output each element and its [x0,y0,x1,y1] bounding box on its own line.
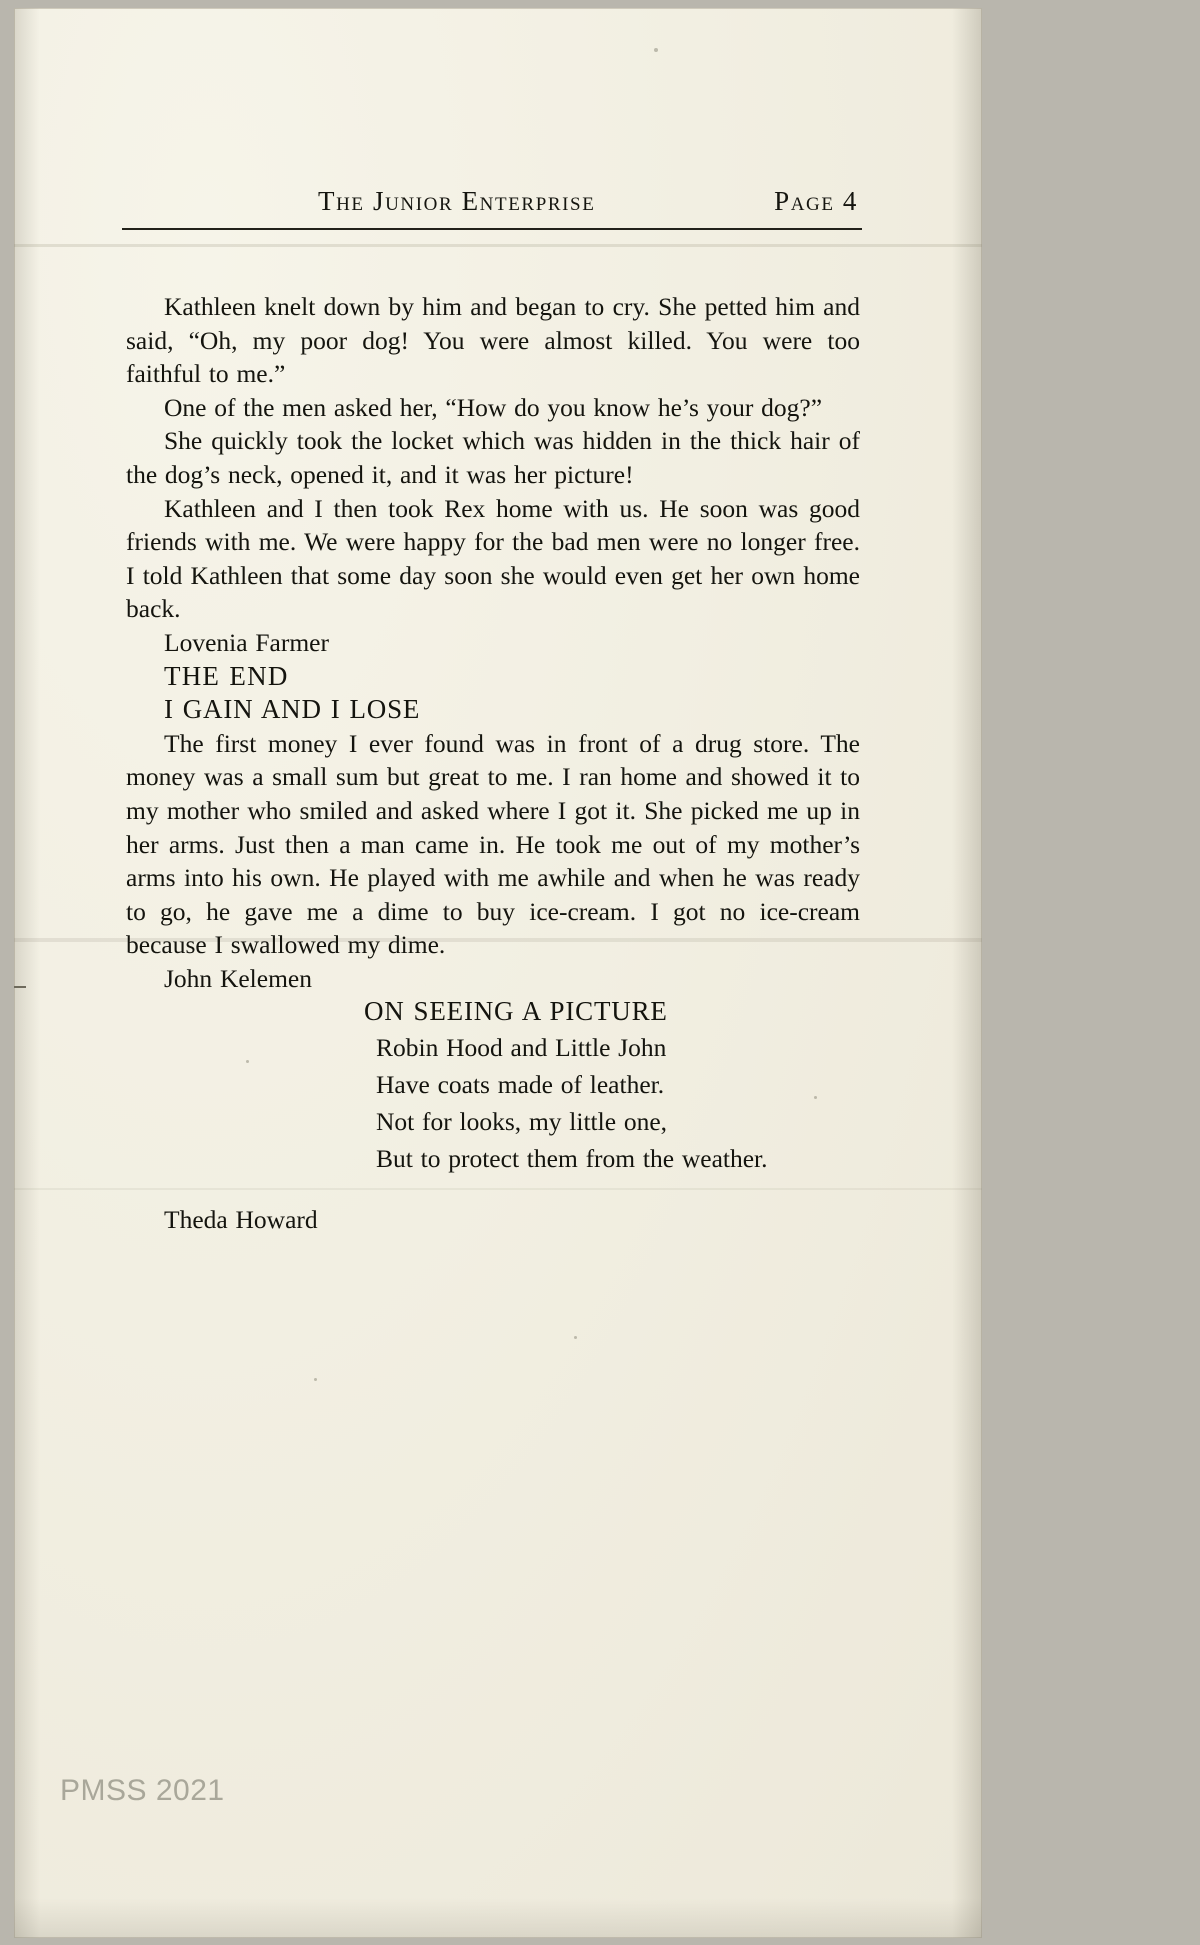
page-edge-tick-mark [14,986,26,988]
page-number-label: Page 4 [774,186,858,216]
poem-line: Robin Hood and Little John [376,1033,667,1063]
paper-speck [314,1378,317,1381]
page-title: The Junior Enterprise [318,186,596,216]
paper-fold-line [14,244,982,247]
paragraph: Kathleen and I then took Rex home with us. He soon was good friends with me. We were happy for the bad men were no longer free. I told Kathleen that some day soon she would even get her own home back. [126,493,860,624]
running-head [122,186,862,234]
paragraph: Kathleen knelt down by him and began to cry. She petted him and said, “Oh, my poor dog! You were almost killed. You were too faithful to me.” [126,292,860,389]
paper-speck [654,48,658,52]
page-edge-shadow-bottom [14,1898,982,1938]
archive-watermark: PMSS 2021 [60,1774,225,1807]
article-body [126,290,860,1237]
header-divider [122,228,862,230]
paragraph: One of the men asked her, “How do you know he’s your dog?” [164,392,823,422]
poem-line: But to protect them from the weather. [376,1144,768,1174]
paragraph: She quickly took the locket which was hidden in the thick hair of the dog’s neck, opened it, and it was her picture! [126,426,860,489]
poem-stanza [126,1029,860,1177]
page-edge-shadow-right [952,8,982,1938]
poem-line: Not for looks, my little one, [376,1107,668,1137]
story-two-heading: I GAIN AND I LOSE [164,694,421,725]
poem-byline: Theda Howard [164,1205,318,1235]
poem-heading: ON SEEING A PICTURE [364,996,668,1027]
story-two-byline: John Kelemen [164,963,312,993]
poem-line: Have coats made of leather. [376,1070,665,1100]
article-byline: Lovenia Farmer [164,627,329,657]
paragraph: The first money I ever found was in front of a drug store. The money was a small sum but great to me. I ran home and showed it to my mother who smiled and asked where I got it. She picked me up in her arms. Just then a man came in. He took me out of my mother’s arms into his own. He played with me awhile and when he was ready to go, he gave me a dime to buy ice-cream. I got no ice-cream because I swallowed my dime. [126,728,860,960]
scanned-page [14,8,982,1938]
the-end-marker: THE END [164,660,289,691]
paper-speck [574,1336,577,1339]
page-edge-shadow-left [14,8,40,1938]
